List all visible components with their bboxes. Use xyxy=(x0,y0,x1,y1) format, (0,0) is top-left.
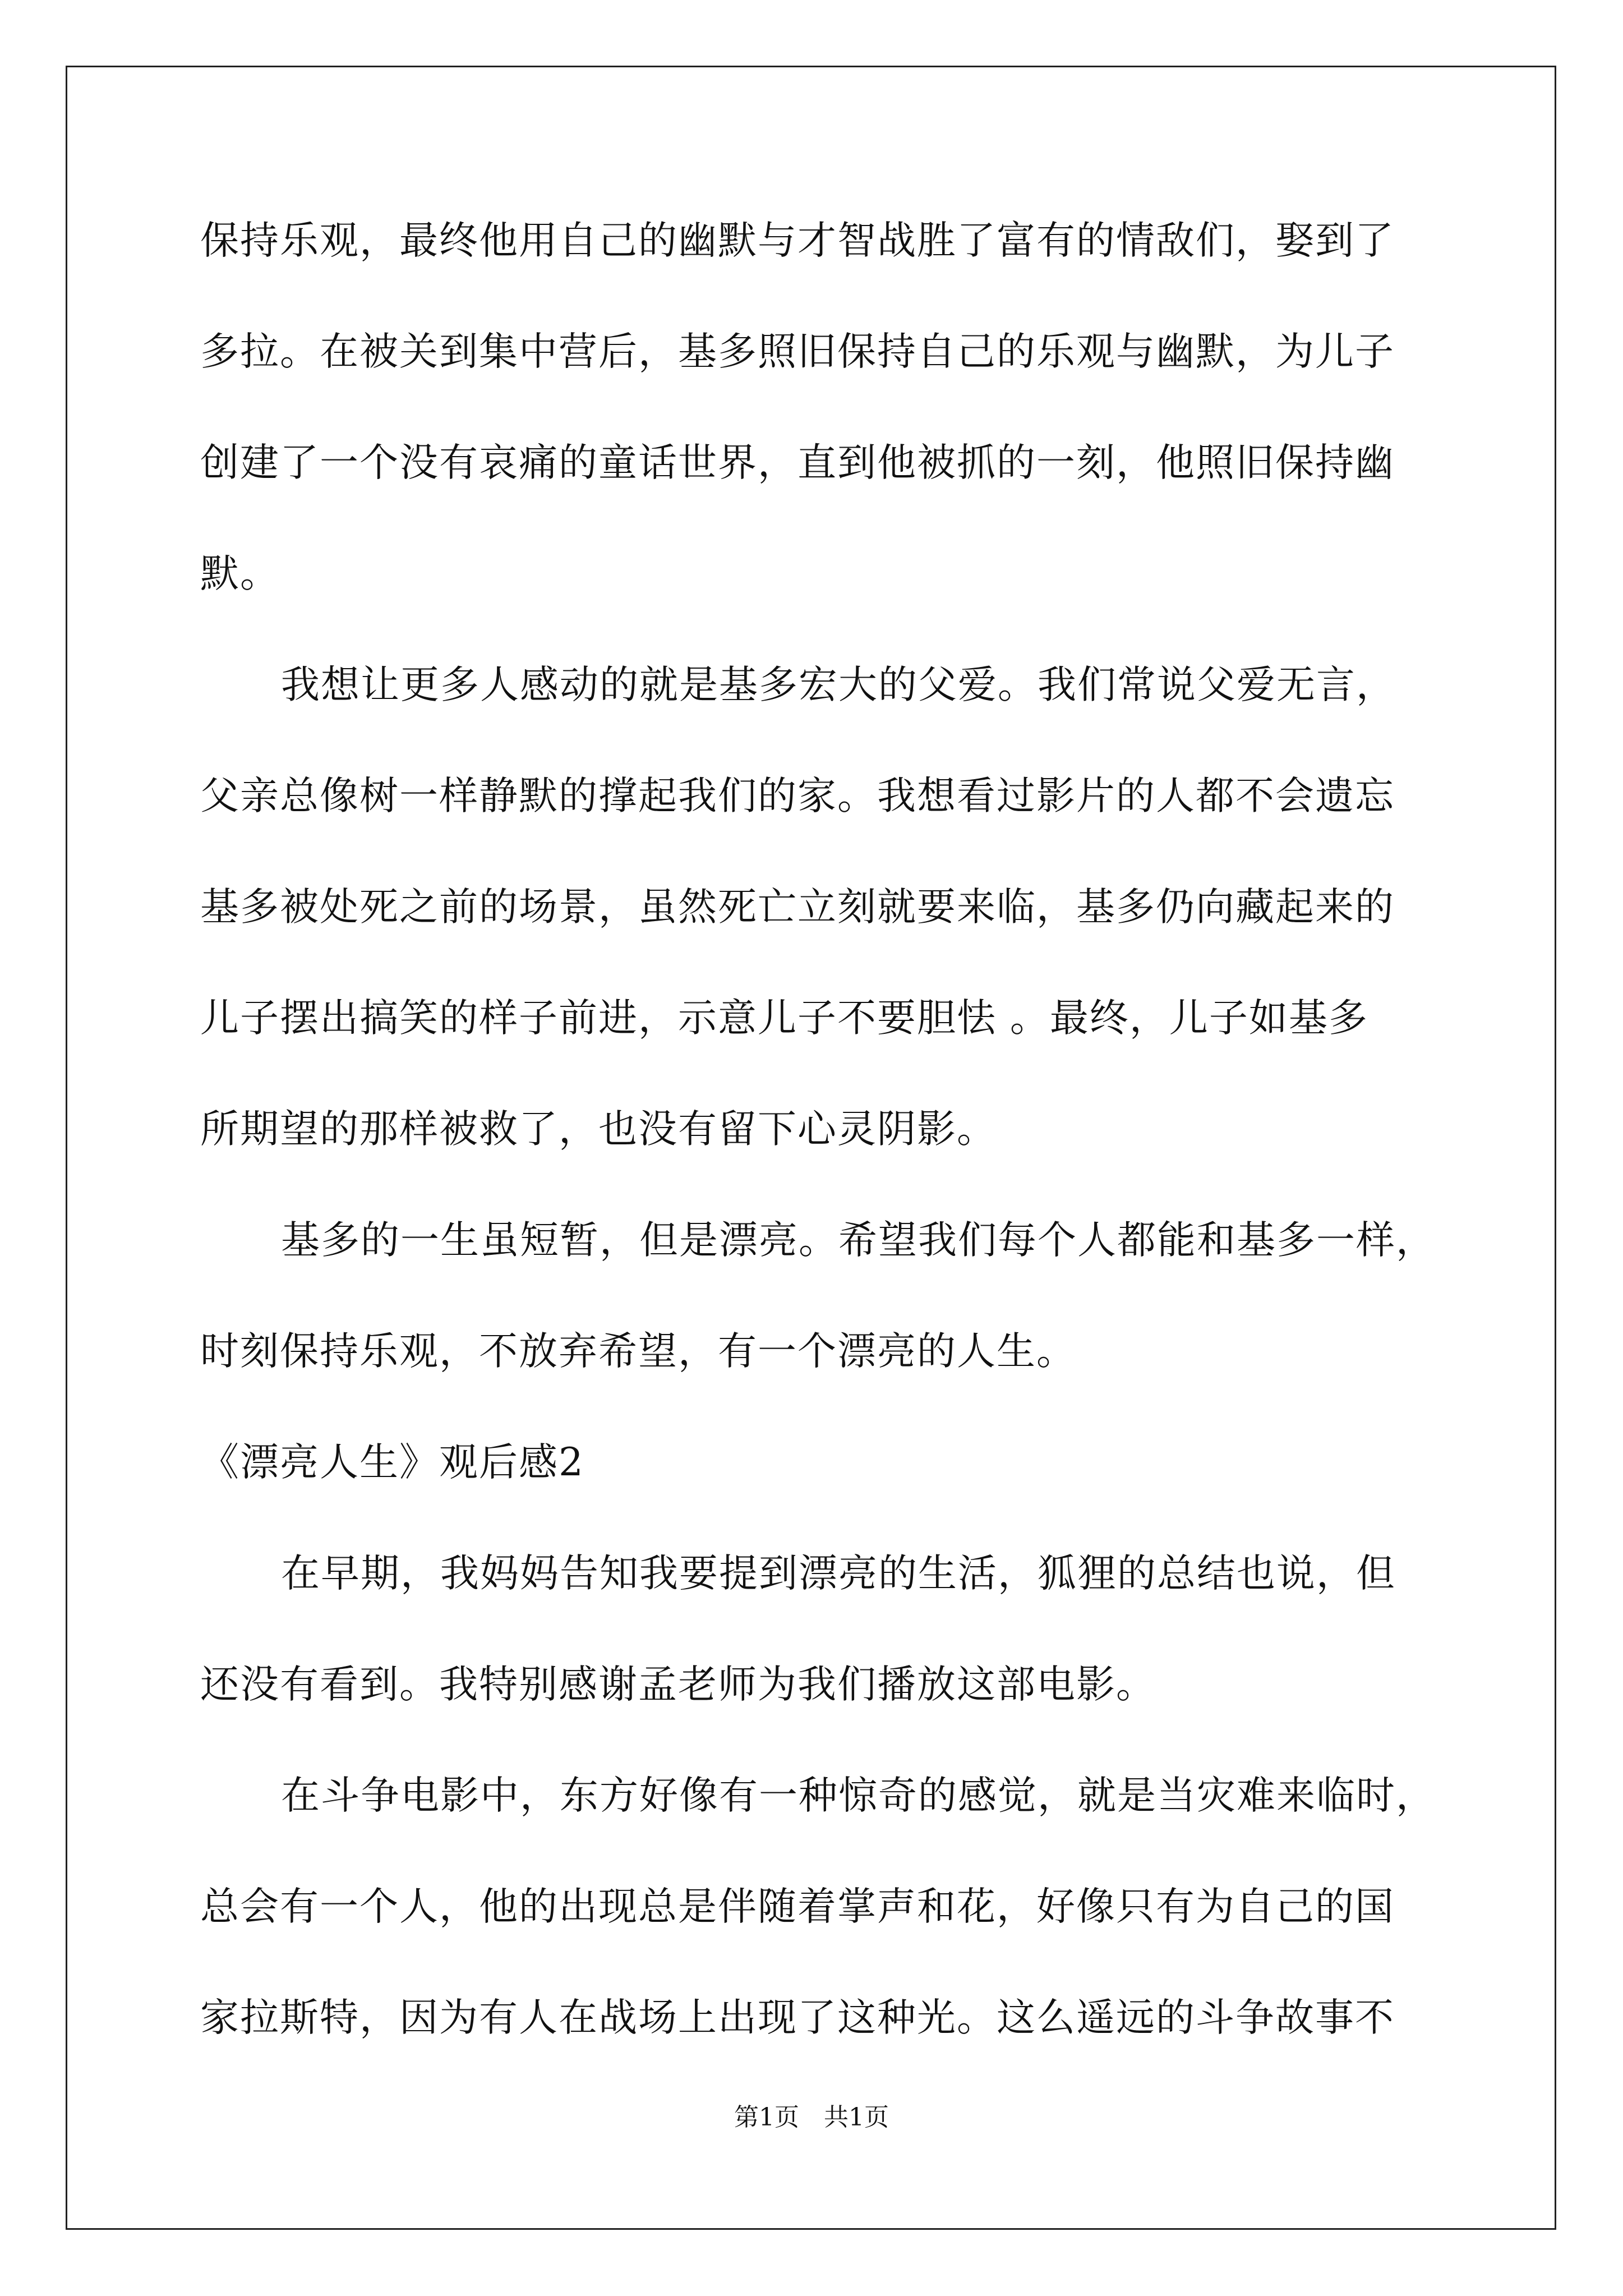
paragraph-line: 基多的一生虽短暂，但是漂亮。希望我们每个人都能和基多一样， xyxy=(281,1218,1436,1263)
paragraph-line: 父亲总像树一样静默的撑起我们的家。我想看过影片的人都不会遗忘 xyxy=(200,774,1395,818)
paragraph-line: 总会有一个人，他的出现总是伴随着掌声和花，好像只有为自己的国 xyxy=(200,1884,1395,1929)
paragraph-line: 在斗争电影中，东方好像有一种惊奇的感觉，就是当灾难来临时， xyxy=(281,1773,1436,1818)
paragraph-line: 默。 xyxy=(200,551,280,596)
paragraph-line: 所期望的那样被救了，也没有留下心灵阴影。 xyxy=(200,1107,997,1152)
paragraph-line: 基多被处死之前的场景，虽然死亡立刻就要来临，基多仍向藏起来的 xyxy=(200,885,1395,930)
section-heading: 《漂亮人生》观后感2 xyxy=(200,1440,584,1485)
paragraph-line: 儿子摆出搞笑的样子前进，示意儿子不要胆怯 。最终，儿子如基多 xyxy=(200,996,1368,1041)
paragraph-line: 时刻保持乐观，不放弃希望，有一个漂亮的人生。 xyxy=(200,1329,1076,1374)
paragraph-line: 我想让更多人感动的就是基多宏大的父爱。我们常说父爱无言， xyxy=(281,662,1396,707)
paragraph-line: 创建了一个没有哀痛的童话世界，直到他被抓的一刻，他照旧保持幽 xyxy=(200,440,1395,485)
paragraph-line: 家拉斯特，因为有人在战场上出现了这种光。这么遥远的斗争故事不 xyxy=(200,1995,1395,2040)
page-number-footer: 第1页 共1页 xyxy=(734,2103,889,2132)
paragraph-line: 保持乐观，最终他用自己的幽默与才智战胜了富有的情敌们，娶到了 xyxy=(200,218,1395,263)
paragraph-line: 还没有看到。我特别感谢孟老师为我们播放这部电影。 xyxy=(200,1662,1156,1707)
paragraph-line: 在早期，我妈妈告知我要提到漂亮的生活，狐狸的总结也说，但 xyxy=(281,1551,1396,1596)
paragraph-line: 多拉。在被关到集中营后，基多照旧保持自己的乐观与幽默，为儿子 xyxy=(200,329,1395,374)
